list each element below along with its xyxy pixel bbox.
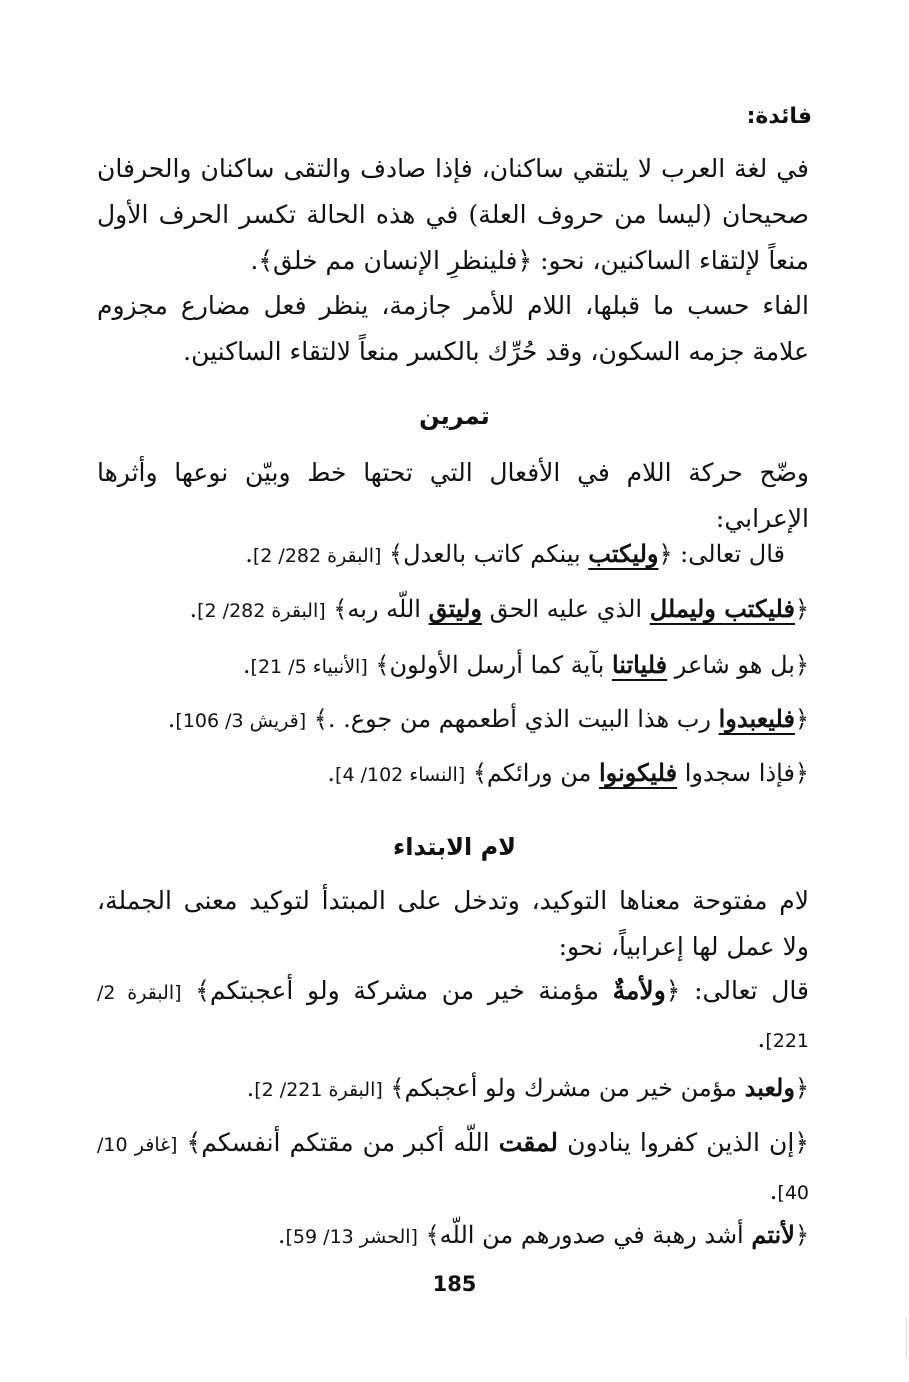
exercise-line-5: ﴿فإذا سجدوا فليكونوا من ورائكم﴾ [النساء 102/ 4]. xyxy=(327,758,809,787)
bold-word: لمقت xyxy=(498,1128,559,1157)
lam-ibtida-intro: لام مفتوحة معناها التوكيد، وتدخل على المبتدأ لتوكيد معنى الجملة، ولا عمل لها إعرابياً، نحو: xyxy=(97,886,809,961)
quran-reference: [الحشر 13/ 59] xyxy=(285,1226,418,1248)
underlined-verb: فلياتنا xyxy=(611,650,668,679)
exercise-line-4: ﴿فليعبدوا رب هذا البيت الذي أطعمهم من جوع. .﴾ [قريش 3/ 106]. xyxy=(167,704,809,733)
bold-word: لأنتم xyxy=(751,1220,795,1249)
scan-edge-divider xyxy=(906,1318,907,1358)
lam-example-2: ﴿ولعبد مؤمن خير من مشرك ولو أعجبكم﴾ [البقرة 221/ 2]. xyxy=(246,1073,809,1102)
lam-example-1: قال تعالى: ﴿ولأمةٌ مؤمنة خير من مشركة ولو أعجبتكم﴾ [البقرة 2/ 221]. xyxy=(97,976,809,1053)
bold-word: ولأمةٌ xyxy=(612,976,666,1005)
lam-example-3: ﴿إن الذين كفروا ينادون لمقت اللّه أكبر من مقتكم أنفسكم﴾ [غافر 10/ 40]. xyxy=(97,1128,809,1205)
quran-reference: [البقرة 282/ 2] xyxy=(197,600,326,622)
underlined-verb: وليكتب xyxy=(588,539,659,568)
lam-example-4: ﴿لأنتم أشد رهبة في صدورهم من اللّه﴾ [الحشر 13/ 59]. xyxy=(277,1220,809,1249)
fawaid-label: فائدة: xyxy=(746,104,812,129)
quran-reference: [غافر 10/ 40] xyxy=(97,1134,809,1204)
quran-reference: [البقرة 282/ 2] xyxy=(252,545,382,567)
exercise-line-1: قال تعالى: ﴿وليكتب بينكم كاتب بالعدل﴾ [البقرة 282/ 2]. xyxy=(245,539,785,568)
quran-reference: [النساء 102/ 4] xyxy=(335,764,466,786)
underlined-verb: فليكتب وليملل xyxy=(649,594,795,623)
exercise-intro: وضّح حركة اللام في الأفعال التي تحتها خط وبيّن نوعها وأثرها الإعرابي: xyxy=(97,458,810,533)
paragraph-1: في لغة العرب لا يلتقي ساكنان، فإذا صادف والتقى ساكنان والحرفان صحيحان (ليسا من حروف العلة) في هذه الحالة تكسر الحرف الأول منعاً لإلتقاء الساكنين، نحو: ﴿فلينظرِ الإنسان مم خلق﴾. xyxy=(97,154,809,275)
underlined-verb: فليعبدوا xyxy=(718,704,795,733)
exercise-heading: تمرين xyxy=(419,402,490,430)
underlined-verb: فليكونوا xyxy=(599,758,678,787)
page-number: 185 xyxy=(432,1272,477,1296)
underlined-verb: وليتق xyxy=(428,594,482,623)
bold-word: ولعبد xyxy=(744,1073,795,1102)
quran-reference: [قريش 3/ 106] xyxy=(175,710,307,732)
paragraph-2: الفاء حسب ما قبلها، اللام للأمر جازمة، ينظر فعل مضارع مجزوم علامة جزمه السكون، وقد حُرِّك بالكسر منعاً لالتقاء الساكنين. xyxy=(97,291,810,366)
lam-ibtida-heading: لام الابتداء xyxy=(392,833,517,861)
quran-reference: [الأنبياء 5/ 21] xyxy=(250,656,368,678)
quran-reference: [البقرة 221/ 2] xyxy=(254,1079,383,1101)
exercise-line-3: ﴿بل هو شاعر فلياتنا بآية كما أرسل الأولون﴾ [الأنبياء 5/ 21]. xyxy=(242,650,809,679)
exercise-line-2: ﴿فليكتب وليملل الذي عليه الحق وليتق اللّه ربه﴾ [البقرة 282/ 2]. xyxy=(189,594,809,623)
quran-reference: [البقرة 2/ 221] xyxy=(97,982,809,1052)
